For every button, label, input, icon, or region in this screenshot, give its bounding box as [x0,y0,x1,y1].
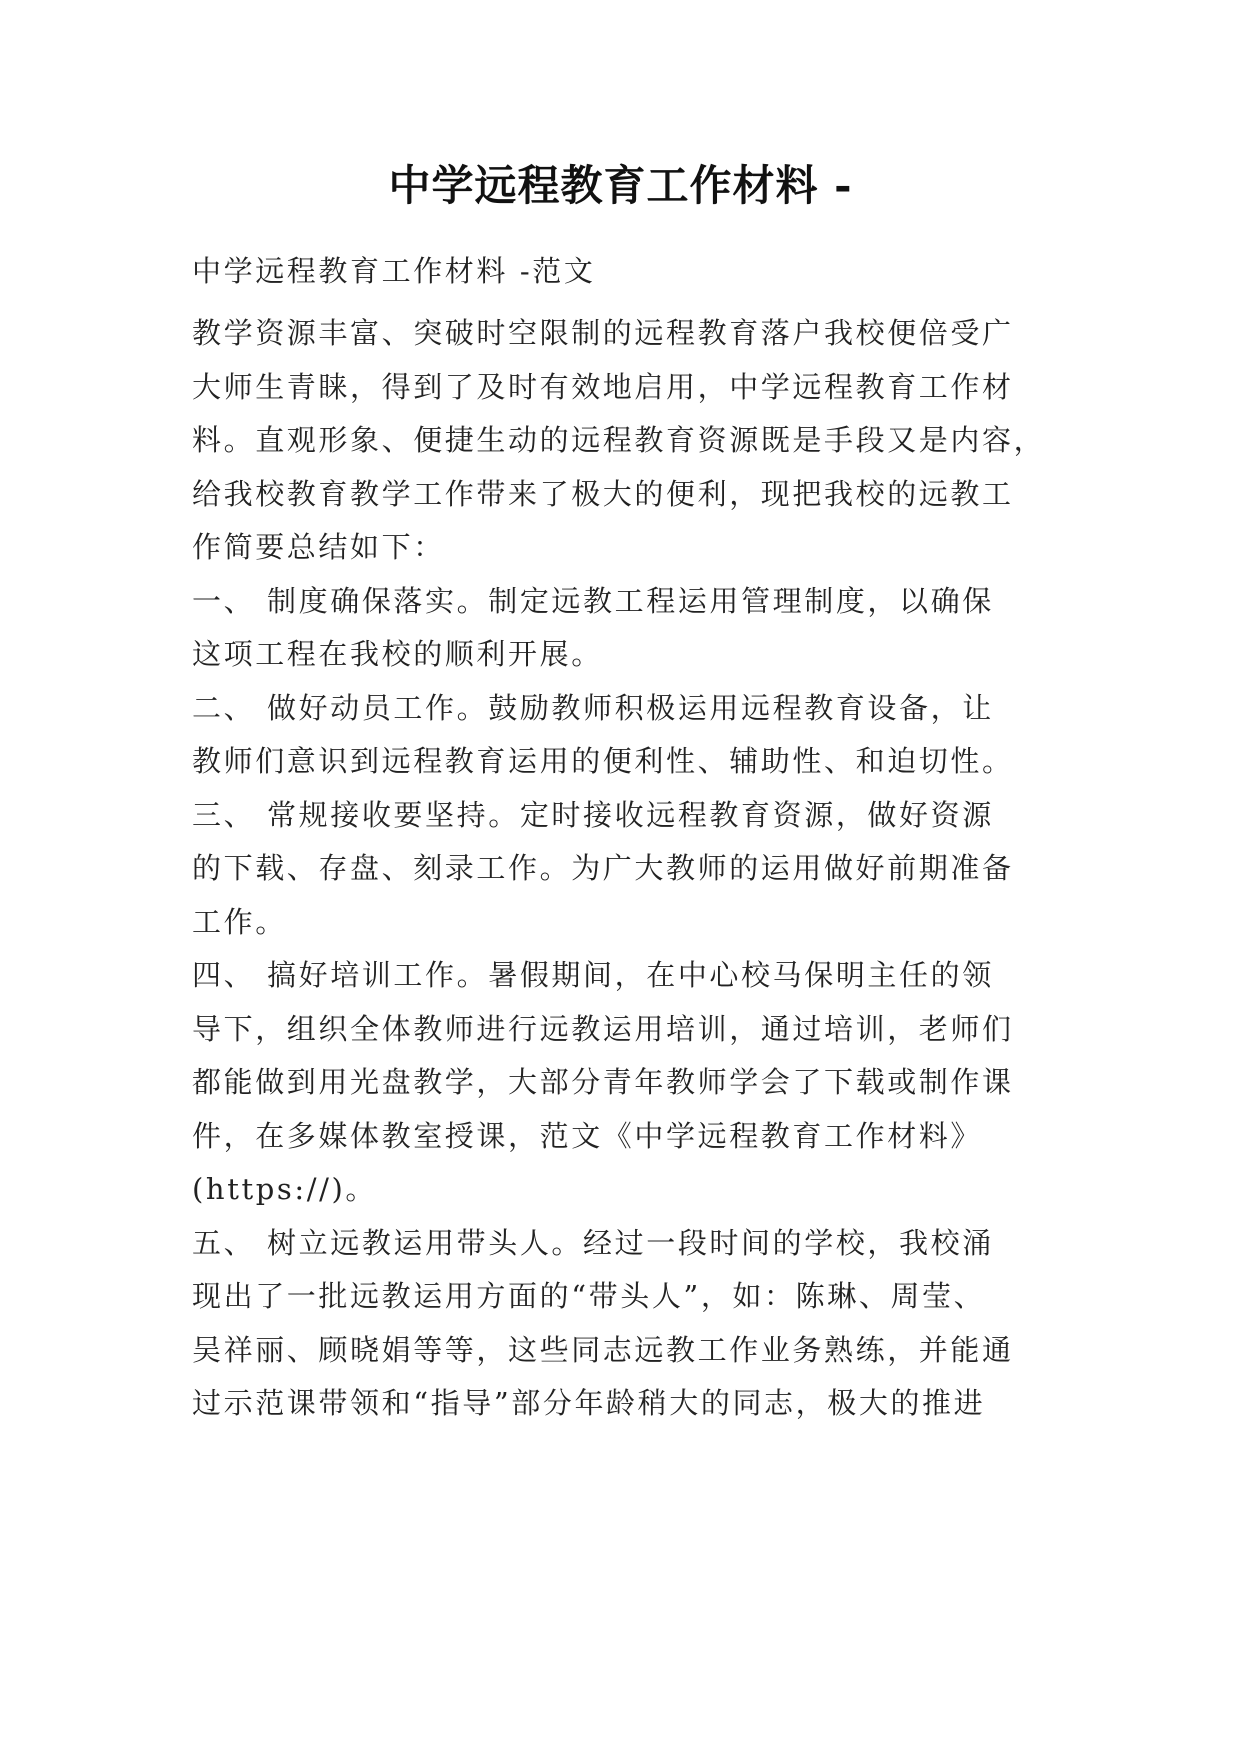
body-line: 导下，组织全体教师进行远教运用培训，通过培训，老师们 [192,1012,1014,1046]
body-line-item-4: 四、 搞好培训工作。暑假期间，在中心校马保明主任的领 [192,958,994,992]
body-line: 现出了一批远教运用方面的“带头人”，如：陈琳、周莹、 [192,1279,986,1313]
body-line-item-3: 三、 常规接收要坚持。定时接收远程教育资源，做好资源 [192,798,994,832]
body-line: 教学资源丰富、突破时空限制的远程教育落户我校便倍受广 [192,316,1014,350]
body-line: 这项工程在我校的顺利开展。 [192,637,603,671]
body-line-item-5: 五、 树立远教运用带头人。经过一段时间的学校，我校涌 [192,1226,994,1260]
body-line: 过示范课带领和“指导”部分年龄稍大的同志，极大的推进 [192,1386,986,1420]
body-line: 大师生青睐，得到了及时有效地启用，中学远程教育工作材 [192,370,1014,404]
document-title: 中学远程教育工作材料 - [388,161,853,210]
body-line: 料。直观形象、便捷生动的远程教育资源既是手段又是内容， [192,423,1046,457]
body-line: 工作。 [192,905,287,939]
body-line: (https://)。 [192,1172,377,1206]
body-line: 给我校教育教学工作带来了极大的便利，现把我校的远教工 [192,477,1014,511]
body-line: 作简要总结如下： [192,530,445,564]
body-line: 教师们意识到远程教育运用的便利性、辅助性、和迫切性。 [192,744,1014,778]
body-line: 的下载、存盘、刻录工作。为广大教师的运用做好前期准备 [192,851,1014,885]
body-line: 吴祥丽、顾晓娟等等，这些同志远教工作业务熟练，并能通 [192,1333,1014,1367]
body-line-item-2: 二、 做好动员工作。鼓励教师积极运用远程教育设备，让 [192,691,994,725]
body-line: 件，在多媒体教室授课，范文《中学远程教育工作材料》 [192,1119,983,1153]
body-line-item-1: 一、 制度确保落实。制定远教工程运用管理制度，以确保 [192,584,994,618]
body-line: 都能做到用光盘教学，大部分青年教师学会了下载或制作课 [192,1065,1014,1099]
body-line-subtitle: 中学远程教育工作材料 -范文 [192,254,596,288]
